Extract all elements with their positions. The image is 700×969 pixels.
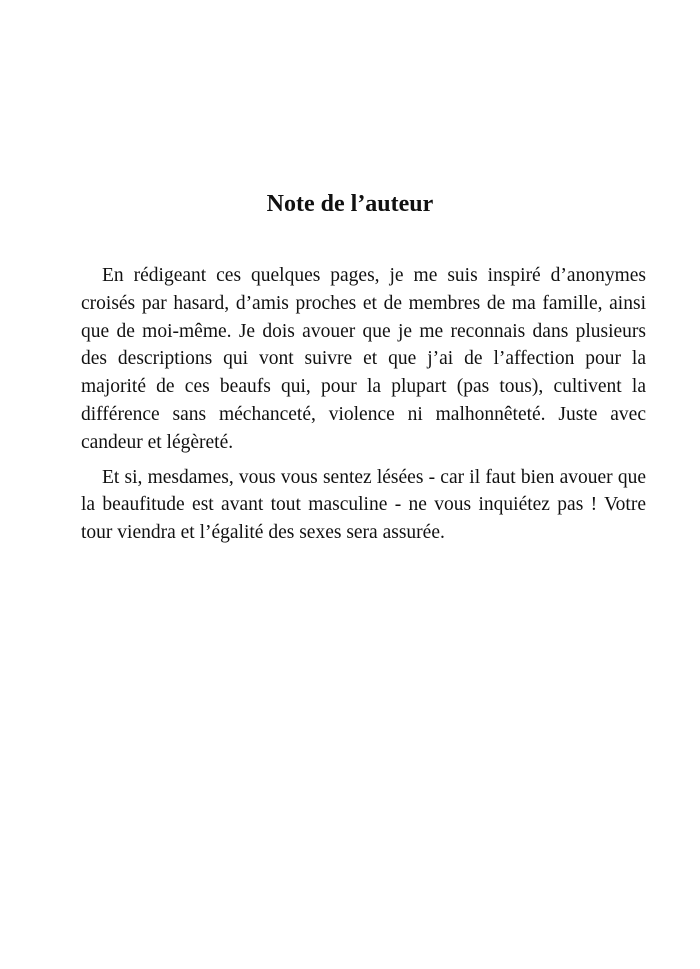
body-text [81,262,646,547]
paragraph: En rédigeant ces quelques pages, je me suis inspiré d’anonymes croisés par hasard, d’amis proches et de membres de ma famille, ainsi que de moi-même. Je dois avouer que je me reconnais dans plusieurs des descriptions qui vont suivre et que j’ai de l’affection pour la majorité de ces beaufs qui, pour la plupart (pas tous), cultivent la différence sans méchanceté, violence ni malhonnêteté. Juste avec candeur et légèreté. [81,265,646,453]
paragraph: Et si, mesdames, vous vous sentez lésées - car il faut bien avouer que la beaufitude est avant tout masculine - ne vous inquiétez pas ! Votre tour viendra et l’égalité des sexes sera assurée. [81,466,646,544]
page-title: Note de l’auteur [266,191,434,217]
